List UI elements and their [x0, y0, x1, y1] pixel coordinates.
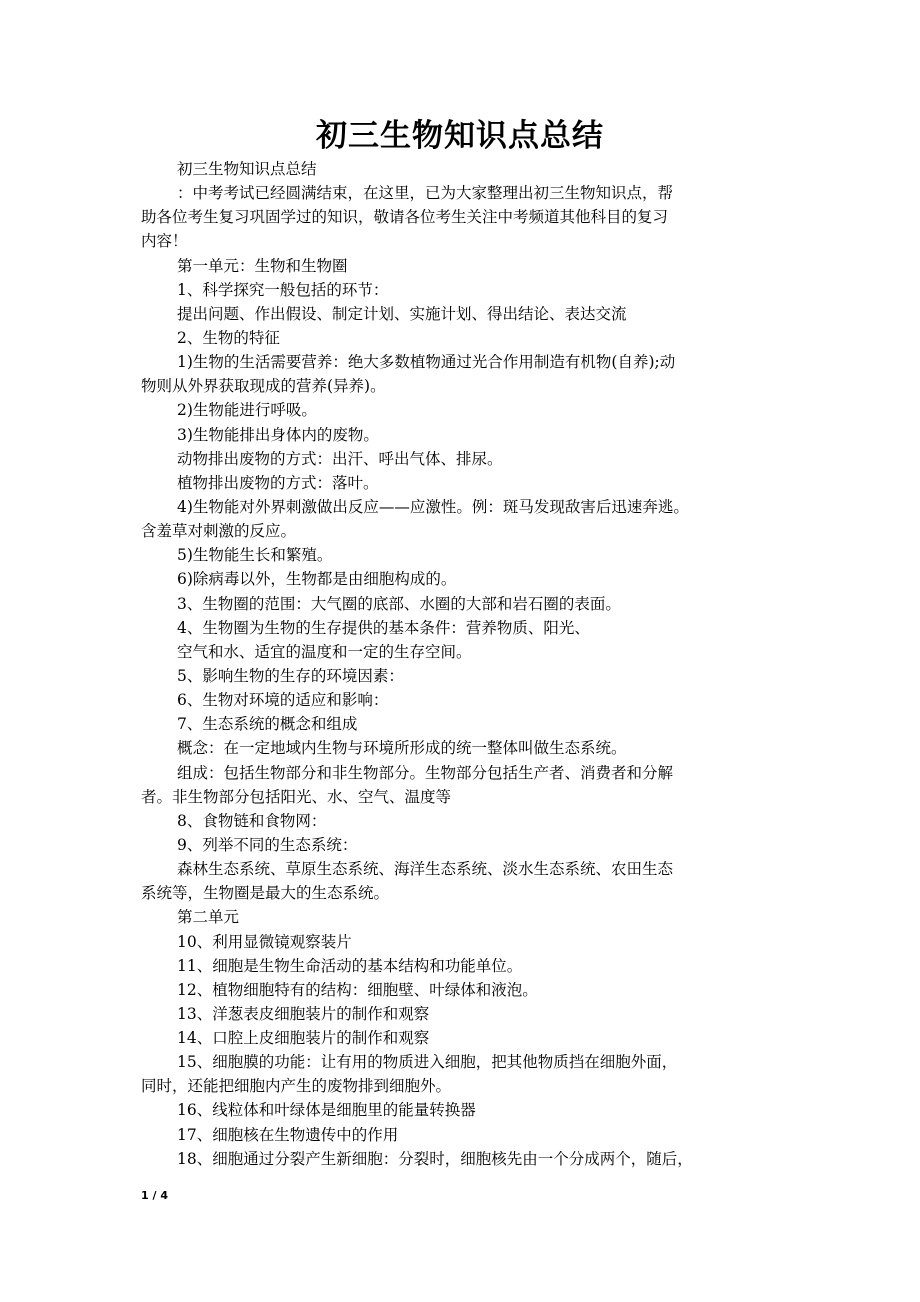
text-line: 11、细胞是生物生命活动的基本结构和功能单位。	[177, 956, 523, 975]
text-line: 动物排出废物的方式：出汗、呼出气体、排尿。	[177, 449, 503, 468]
text-line: 1)生物的生活需要营养：绝大多数植物通过光合作用制造有机物(自养);动	[177, 353, 676, 372]
text-line: 16、线粒体和叶绿体是细胞里的能量转换器	[177, 1101, 476, 1120]
text-line: 第二单元	[177, 908, 240, 927]
text-line: 初三生物知识点总结	[177, 160, 317, 178]
text-line: 2)生物能进行呼吸。	[177, 401, 317, 420]
text-line: 18、细胞通过分裂产生新细胞：分裂时，细胞核先由一个分成两个，随后，	[177, 1149, 693, 1168]
text-line: 4、生物圈为生物的生存提供的基本条件：营养物质、阳光、	[177, 618, 590, 637]
text-line: 者。非生物部分包括阳光、水、空气、温度等	[141, 787, 452, 806]
text-line: 物则从外界获取现成的营养(异养)。	[141, 377, 386, 396]
text-line: 2、生物的特征	[177, 328, 280, 347]
text-line: 6)除病毒以外，生物都是由细胞构成的。	[177, 570, 457, 589]
document-body	[141, 157, 781, 1171]
text-line: 系统等，生物圈是最大的生态系统。	[141, 884, 390, 903]
text-line: 14、口腔上皮细胞装片的制作和观察	[177, 1029, 430, 1048]
text-line: 助各位考生复习巩固学过的知识，敬请各位考生关注中考频道其他科目的复习	[141, 208, 669, 227]
page-number: 1 / 4	[141, 1189, 168, 1202]
text-line: 17、细胞核在生物遗传中的作用	[177, 1125, 399, 1144]
page-title: 初三生物知识点总结	[316, 118, 604, 154]
text-line: 内容！	[141, 232, 188, 251]
text-line: 6、生物对环境的适应和影响：	[177, 691, 389, 710]
text-line: 10、利用显微镜观察装片	[177, 932, 352, 951]
text-line: 3)生物能排出身体内的废物。	[177, 425, 379, 444]
text-line: 9、列举不同的生态系统：	[177, 835, 358, 854]
text-line: ：中考考试已经圆满结束，在这里，已为大家整理出初三生物知识点，帮	[177, 184, 674, 203]
text-line: 第一单元：生物和生物圈	[177, 256, 348, 275]
text-line: 13、洋葱表皮细胞装片的制作和观察	[177, 1004, 430, 1023]
text-line: 含羞草对刺激的反应。	[141, 522, 297, 541]
text-line: 概念：在一定地域内生物与环境所形成的统一整体叫做生态系统。	[177, 739, 627, 758]
text-line: 5)生物能生长和繁殖。	[177, 546, 333, 565]
text-line: 3、生物圈的范围：大气圈的底部、水圈的大部和岩石圈的表面。	[177, 594, 621, 613]
text-line: 同时，还能把细胞内产生的废物排到细胞外。	[141, 1077, 452, 1096]
text-line: 8、食物链和食物网：	[177, 811, 327, 830]
text-line: 1、科学探究一般包括的环节：	[177, 280, 389, 299]
text-line: 4)生物能对外界刺激做出反应——应激性。例：斑马发现敌害后迅速奔逃。	[177, 497, 689, 516]
text-line: 植物排出废物的方式：落叶。	[177, 473, 379, 492]
text-line: 组成：包括生物部分和非生物部分。生物部分包括生产者、消费者和分解	[177, 763, 674, 782]
text-line: 12、植物细胞特有的结构：细胞壁、叶绿体和液泡。	[177, 980, 538, 999]
text-line: 7、生态系统的概念和组成	[177, 715, 358, 734]
text-line: 15、细胞膜的功能：让有用的物质进入细胞，把其他物质挡在细胞外面，	[177, 1053, 678, 1072]
text-line: 提出问题、作出假设、制定计划、实施计划、得出结论、表达交流	[177, 304, 627, 323]
text-line: 森林生态系统、草原生态系统、海洋生态系统、淡水生态系统、农田生态	[177, 860, 674, 879]
text-line: 5、影响生物的生存的环境因素：	[177, 666, 404, 685]
text-line: 空气和水、适宜的温度和一定的生存空间。	[177, 642, 472, 661]
